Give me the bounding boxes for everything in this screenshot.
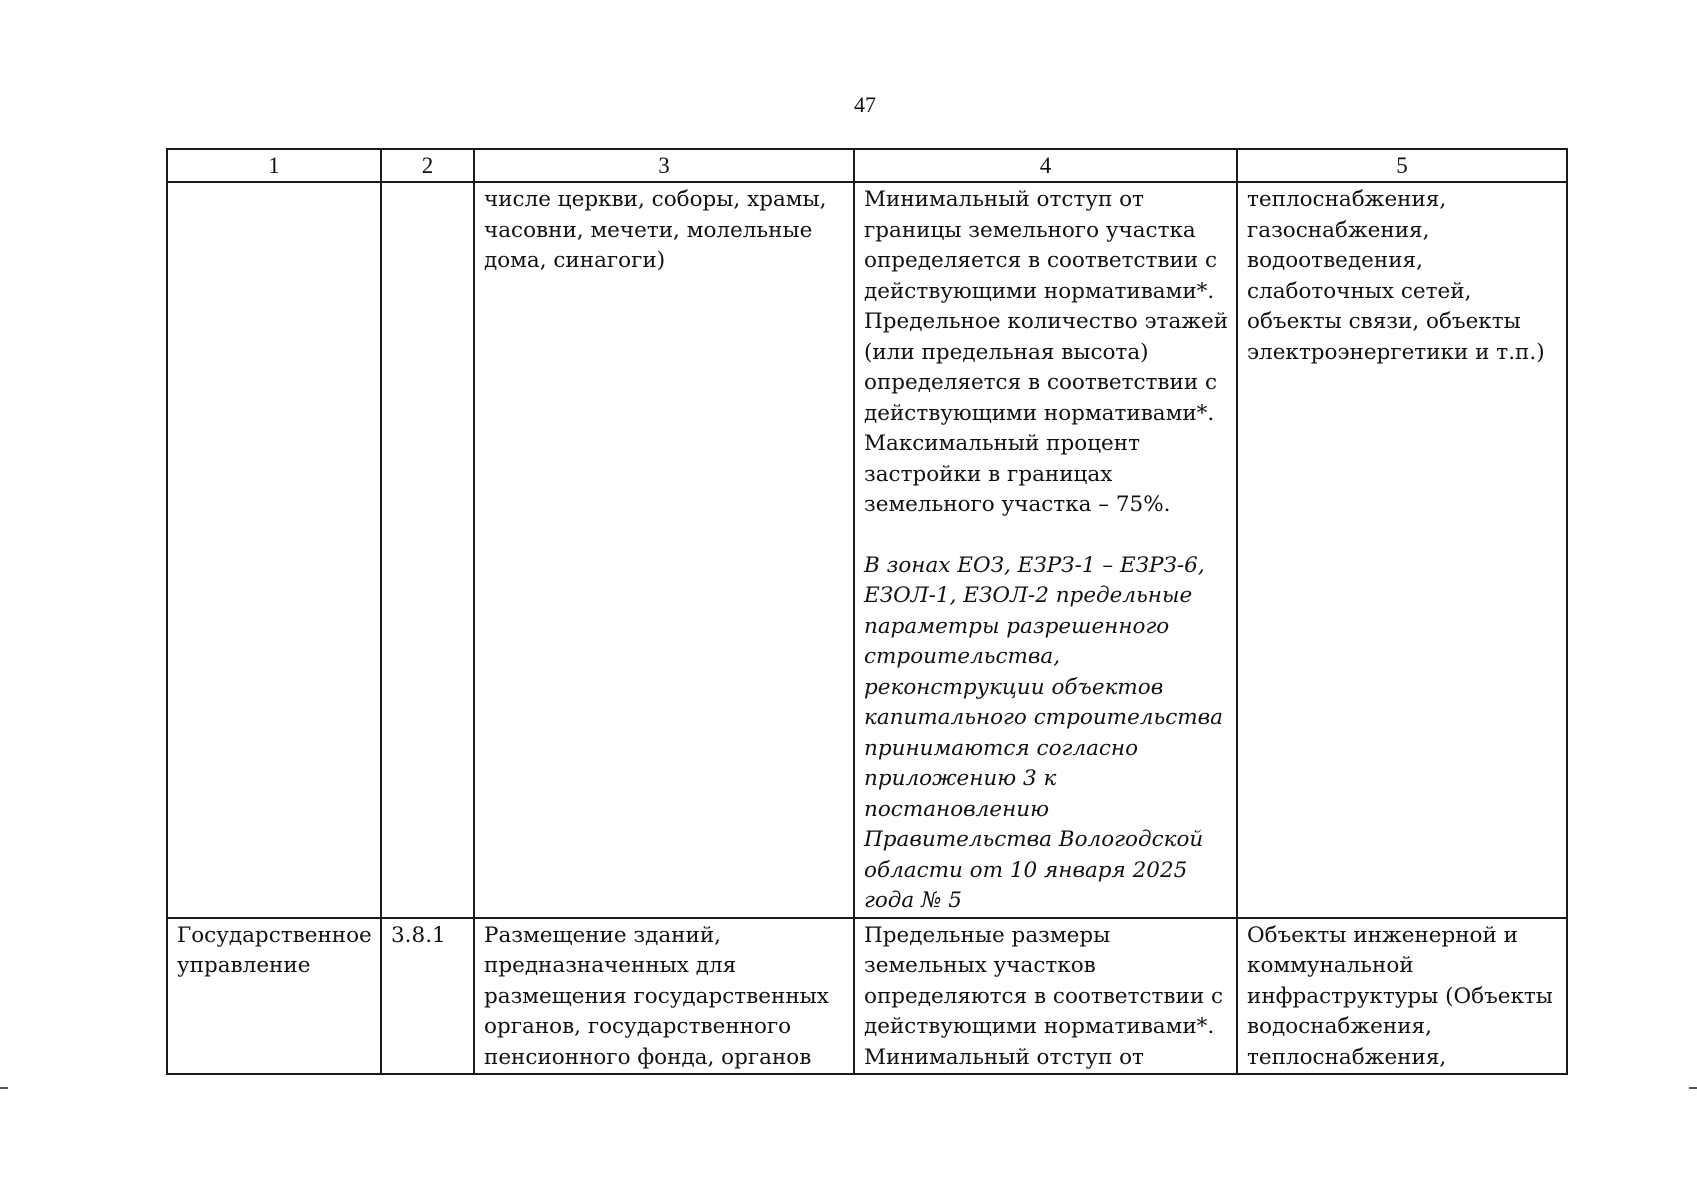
text-line: теплоснабжения, [1247,1044,1447,1070]
italic-text-line: реконструкции объектов [864,674,1164,700]
text-line: (или предельная высота) [864,339,1149,365]
cell-use-name [167,918,381,1075]
italic-text-line: Правительства Вологодской [864,827,1204,852]
text-line: теплоснабжения, [1247,187,1447,212]
paragraph-gap [864,521,1227,551]
italic-text-line: В зонах ЕОЗ, ЕЗРЗ-1 – ЕЗРЗ-6, [864,552,1205,578]
text-line: 3.8.1 [391,922,446,948]
text-line: земельных участков [864,953,1096,978]
column-header-3: 3 [474,149,854,182]
italic-text-line: приложению 3 к [864,766,1057,791]
italic-text-line: постановлению [864,796,1050,822]
text-line: земельного участка – 75%. [864,492,1171,517]
cell-auxiliary-uses [1237,182,1567,918]
column-header-2: 2 [381,149,474,182]
table-row [167,182,1567,918]
cell-parameters [854,918,1237,1075]
text-line: действующими нормативами*. [864,1014,1215,1039]
column-header-4: 4 [854,149,1237,182]
text-line: Минимальный отступ от [864,187,1144,212]
column-header-1: 1 [167,149,381,182]
text-line: коммунальной [1247,953,1414,978]
page-number: 47 [854,92,876,117]
text-line: Предельные размеры [864,922,1111,948]
italic-text-line: года № 5 [864,888,962,913]
text-line: Государственное [177,922,372,948]
column-header-5: 5 [1237,149,1567,182]
text-line: газоснабжения, [1247,217,1430,243]
cell-use-code [381,182,474,918]
table-header-row [167,149,1567,182]
italic-text-line: принимаются согласно [864,735,1139,761]
text-line: органов, государственного [484,1014,792,1039]
text-line: определяется в соответствии с [864,248,1218,273]
text-line: водоотведения, [1247,248,1423,273]
text-line: часовни, мечети, молельные [484,217,813,243]
italic-text-line: ЕЗОЛ-1, ЕЗОЛ-2 предельные [864,583,1193,608]
text-line: управление [177,953,311,978]
text-line: определяются в соответствии с [864,983,1224,1009]
regulations-table [166,148,1568,1075]
cell-parameters [854,182,1237,918]
text-line: предназначенных для [484,953,737,978]
text-line: определяется в соответствии с [864,370,1218,395]
text-line: Объекты инженерной и [1247,922,1518,948]
text-line: водоснабжения, [1247,1014,1432,1039]
table-row [167,918,1567,1075]
text-line: числе церкви, соборы, храмы, [484,187,827,212]
text-line: пенсионного фонда, органов [484,1044,812,1070]
italic-text-line: капитального строительства [864,705,1223,730]
text-line: дома, синагоги) [484,248,666,273]
italic-text-line: строительства, [864,644,1061,669]
text-line: электроэнергетики и т.п.) [1247,339,1545,365]
scan-margin-mark [0,1087,8,1089]
text-line: действующими нормативами*. [864,278,1215,304]
cell-auxiliary-uses [1237,918,1567,1075]
text-line: инфраструктуры (Объекты [1247,983,1553,1009]
italic-text-line: параметры разрешенного [864,613,1170,639]
cell-use-description [474,182,854,918]
text-line: действующими нормативами*. [864,400,1215,426]
text-line: границы земельного участка [864,217,1196,243]
scan-margin-mark [1689,1087,1697,1089]
text-line: слаботочных сетей, [1247,278,1472,304]
text-line: Максимальный процент [864,431,1140,456]
cell-use-description [474,918,854,1075]
text-line: объекты связи, объекты [1247,309,1521,334]
text-line: застройки в границах [864,461,1113,487]
cell-use-code [381,918,474,1075]
text-line: Размещение зданий, [484,922,721,948]
italic-text-line: области от 10 января 2025 [864,857,1188,883]
text-line: Минимальный отступ от [864,1044,1144,1070]
text-line: Предельное количество этажей [864,309,1229,334]
text-line: размещения государственных [484,983,829,1009]
cell-use-name [167,182,381,918]
